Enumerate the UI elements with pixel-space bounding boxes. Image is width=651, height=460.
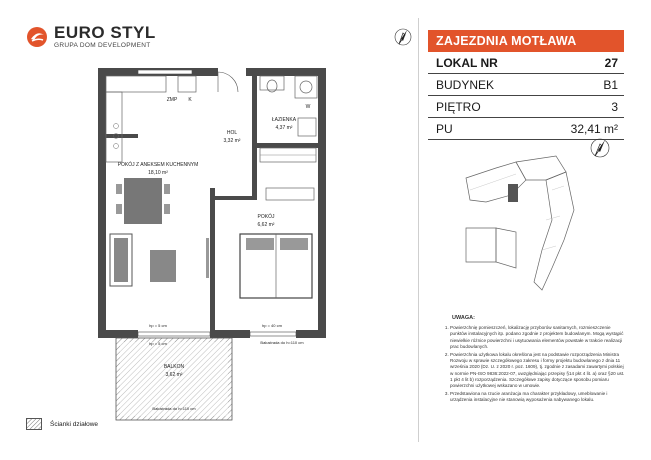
room-balcony-name: BALKON (163, 364, 185, 370)
note-item: 3. Przedstawiona na rzucie aranżacja ma charakter przykładowy, umeblowanie i urządzenia instalacyjne nie stanowią wyposażenia nabywanego lokalu. (450, 391, 626, 403)
floor-plan (60, 38, 360, 428)
project-title: ZAJEZDNIA MOTŁAWA (428, 30, 624, 52)
row-value: 3 (611, 99, 618, 114)
row-label: PIĘTRO (436, 99, 481, 114)
room-hall-name: HOL (226, 130, 238, 136)
room-balcony-area: 3,62 m² (165, 372, 183, 378)
partition-wall-swatch-icon (26, 418, 42, 430)
label-balustrade-1: Balustrada do h=110 cm (260, 340, 304, 345)
note-item: 2. Powierzchnia użytkowa lokalu określona jest na podstawie rozporządzenia Ministra Rozwoju w sprawie szczegółowego zakresu i formy projektu budowlanego z dnia 11 września 2020 (Dz. U. z 2020 r. poz. 1609), tj. zgodnie z zasadami zawartymi polskiej w normie PN-ISO 9836:2022-07, uwzględniając przepisy §14 pkt 4 lit. a) oraz §20 ust. 1 pkt 4 lit b) rozporządzenia. Szczegółowe zapisy dotyczące sposobu pomiaru powierzchni użytkowej wskazano w umowie. (450, 352, 626, 389)
brand-subtitle: GRUPA DOM DEVELOPMENT (54, 42, 151, 49)
note-item: 1. Powierzchnię pomieszczeń, lokalizację przyborów sanitarnych, rozmieszczenie punktów instalacyjnych itp. podano zgodnie z projektem budowlanym. Mogą wystąpić niewielkie różnice powierzchni i usytuowania elementów powstałe w trakcie realizacji prac budowlanych. (450, 325, 626, 350)
room-hall-area: 3,32 m² (223, 138, 241, 144)
label-hp-1: hp = 5 cm (149, 323, 167, 328)
notes-heading: UWAGA: (452, 315, 475, 321)
label-k: K (188, 97, 192, 103)
row-label: PU (436, 121, 453, 136)
label-hp-3: hp = 5 cm (149, 341, 167, 346)
row-label: LOKAL NR (436, 55, 498, 70)
room-living-area: 18,10 m² (148, 170, 168, 176)
euro-styl-logo-icon (26, 26, 48, 48)
panel-divider (418, 18, 419, 442)
info-panel (428, 30, 624, 140)
label-w: W (305, 104, 311, 110)
north-compass-icon (392, 26, 414, 48)
row-floor (428, 96, 624, 118)
label-hp-2: hp = 40 cm (262, 323, 282, 328)
room-bedroom-name: POKÓJ (257, 214, 275, 220)
brand-name: EURO STYL (54, 23, 156, 42)
room-bathroom-area: 4,37 m² (275, 125, 293, 131)
label-zmp: ZMP (166, 97, 178, 103)
room-bedroom-area: 6,62 m² (257, 222, 275, 228)
row-value: B1 (603, 77, 618, 92)
row-label: BUDYNEK (436, 77, 495, 92)
legend (26, 418, 98, 430)
row-unit-number (428, 52, 624, 74)
row-value: 27 (604, 55, 618, 70)
building-site-plan (456, 150, 616, 300)
notes-block (436, 315, 626, 406)
row-building (428, 74, 624, 96)
legend-label: Ścianki działowe (50, 420, 99, 428)
room-bathroom-name: ŁAZIENKA (271, 117, 297, 123)
room-living-name: POKÓJ Z ANEKSEM KUCHENNYM (117, 162, 199, 168)
site-compass-icon (588, 136, 612, 160)
row-value: 32,41 m² (570, 121, 618, 136)
label-balustrade-2: Balustrada do h=110 cm (152, 406, 196, 411)
